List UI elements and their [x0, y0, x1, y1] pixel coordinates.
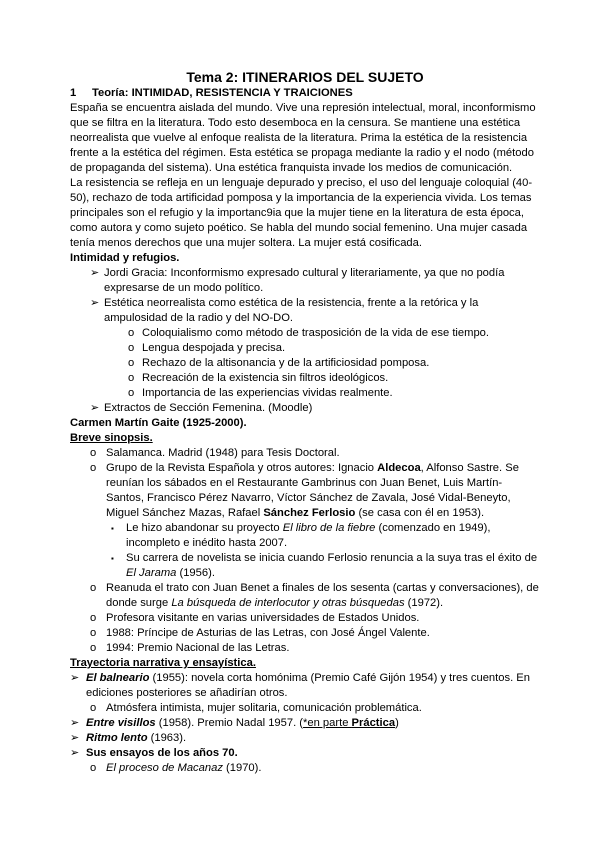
list-item: o Grupo de la Revista Española y otros autores: Ignacio Aldecoa, Alfonso Sastre. Se reunían los sábados en el Restaurante Gambrinus con Juan Benet, Luis Martín-Santos, Francisco Pérez Navarro, Víctor Sánchez de Zavala, José Vidal-Beneyto, Miguel Sánchez Mazas, Rafael Sánchez Ferlosio (se casa con él en 1953). [90, 462, 519, 519]
page-title: Tema 2: ITINERARIOS DEL SUJETO [186, 69, 424, 85]
author-heading: Carmen Martín Gaite (1925-2000). [70, 417, 247, 429]
circle-bullet-icon: o [128, 327, 135, 339]
circle-bullet-icon: o [128, 372, 135, 384]
circle-bullet-icon: o [90, 582, 97, 594]
list-item: ➢ Estética neorrealista como estética de la resistencia, frente a la retórica y la ampulosidad de la radio y del NO-DO. [90, 297, 479, 324]
paragraph-2: La resistencia se refleja en un lenguaje depurado y preciso, el uso del lenguaje coloquial (40-50), rechazo de toda artificidad pomposa y la importancia de la experiencia vivida. Los temas principales son el refugio y la importanc9ia que la mujer tiene en la literatura de esta época, como autora y como sujeto poético. Se habla del mundo social femenino. Una mujer casada tenía menos derechos que una mujer soltera. La mujer está cosificada. [70, 177, 533, 249]
arrow-bullet-icon: ➢ [70, 672, 80, 684]
arrow-bullet-icon: ➢ [70, 717, 80, 729]
sub-list-item: o Recreación de la existencia sin filtros ideológicos. [128, 372, 389, 384]
list-item: o Reanuda el trato con Juan Benet a finales de los sesenta (cartas y conversaciones), de donde surge La búsqueda de interlocutor y otras búsquedas (1972). [90, 582, 539, 609]
paragraph-1: España se encuentra aislada del mundo. Vive una represión intelectual, moral, inconformismo que se filtra en la literatura. Todo esto desemboca en la censura. Se mantiene una estética neorrealista que vuelve al enfoque realista de la literatura. Prima la estética de la resistencia frente a la estética del régimen. Esta estética se propaga mediante la radio y el nodo (método de propaganda del sistema). Una estética franquista invade los medios de comunicación. [70, 102, 536, 174]
circle-bullet-icon: o [90, 462, 97, 474]
list-item: ➢ Entre visillos (1958). Premio Nadal 1957. (*en parte Práctica) [70, 717, 399, 729]
sub-list-item: o Importancia de las experiencias vividas realmente. [128, 387, 393, 399]
arrow-bullet-icon: ➢ [70, 747, 80, 759]
circle-bullet-icon: o [90, 612, 97, 624]
circle-bullet-icon: o [128, 387, 135, 399]
section-number: 1 [70, 87, 77, 99]
section-label: Teoría: INTIMIDAD, RESISTENCIA Y TRAICIONES [92, 87, 353, 99]
square-bullet-icon: ▪ [111, 554, 114, 563]
list-item: ➢ Ritmo lento (1963). [70, 732, 187, 744]
sub-list-item: o Rechazo de la altisonancia y de la artificiosidad pomposa. [128, 357, 430, 369]
list-item: ➢ Jordi Gracia: Inconformismo expresado cultural y literariamente, ya que no podía expresarse de un modo político. [90, 267, 505, 294]
trayectoria-heading: Trayectoria narrativa y ensayística. [70, 657, 256, 669]
sinopsis-heading: Breve sinopsis. [70, 432, 153, 444]
section-heading [70, 86, 540, 101]
list-item: ➢ Extractos de Sección Femenina. (Moodle) [90, 402, 313, 414]
list-item: o Profesora visitante en varias universidades de Estados Unidos. [90, 612, 420, 624]
list-item: o 1994: Premio Nacional de las Letras. [90, 642, 290, 654]
list-item: ➢ Sus ensayos de los años 70. [70, 747, 238, 759]
arrow-bullet-icon: ➢ [90, 267, 100, 279]
circle-bullet-icon: o [90, 627, 97, 639]
arrow-bullet-icon: ➢ [90, 402, 100, 414]
intimidad-heading: Intimidad y refugios. [70, 252, 180, 264]
document-page [70, 68, 540, 776]
sub-list-item: o Coloquialismo como método de trasposición de la vida de ese tiempo. [128, 327, 490, 339]
list-item: o Salamanca. Madrid (1948) para Tesis Doctoral. [90, 447, 340, 459]
sub-list-item: o Lengua despojada y precisa. [128, 342, 286, 354]
circle-bullet-icon: o [90, 702, 97, 714]
circle-bullet-icon: o [128, 357, 135, 369]
circle-bullet-icon: o [128, 342, 135, 354]
square-bullet-icon: ▪ [111, 524, 114, 533]
circle-bullet-icon: o [90, 642, 97, 654]
sub-list-item: o El proceso de Macanaz (1970). [90, 762, 262, 774]
sub-list-item: o Atmósfera intimista, mujer solitaria, comunicación problemática. [90, 702, 422, 714]
arrow-bullet-icon: ➢ [90, 297, 100, 309]
circle-bullet-icon: o [90, 762, 97, 774]
list-item: o 1988: Príncipe de Asturias de las Letras, con José Ángel Valente. [90, 627, 430, 639]
circle-bullet-icon: o [90, 447, 97, 459]
sub-list-item: ▪ Su carrera de novelista se inicia cuando Ferlosio renuncia a la suya tras el éxito de El Jarama (1956). [111, 552, 538, 579]
arrow-bullet-icon: ➢ [70, 732, 80, 744]
sub-list-item: ▪ Le hizo abandonar su proyecto El libro de la fiebre (comenzado en 1949), incompleto e inédito hasta 2007. [111, 522, 491, 549]
list-item: ➢ El balneario (1955): novela corta homónima (Premio Café Gijón 1954) y tres cuentos. En ediciones posteriores se añadirían otros. [70, 672, 530, 699]
